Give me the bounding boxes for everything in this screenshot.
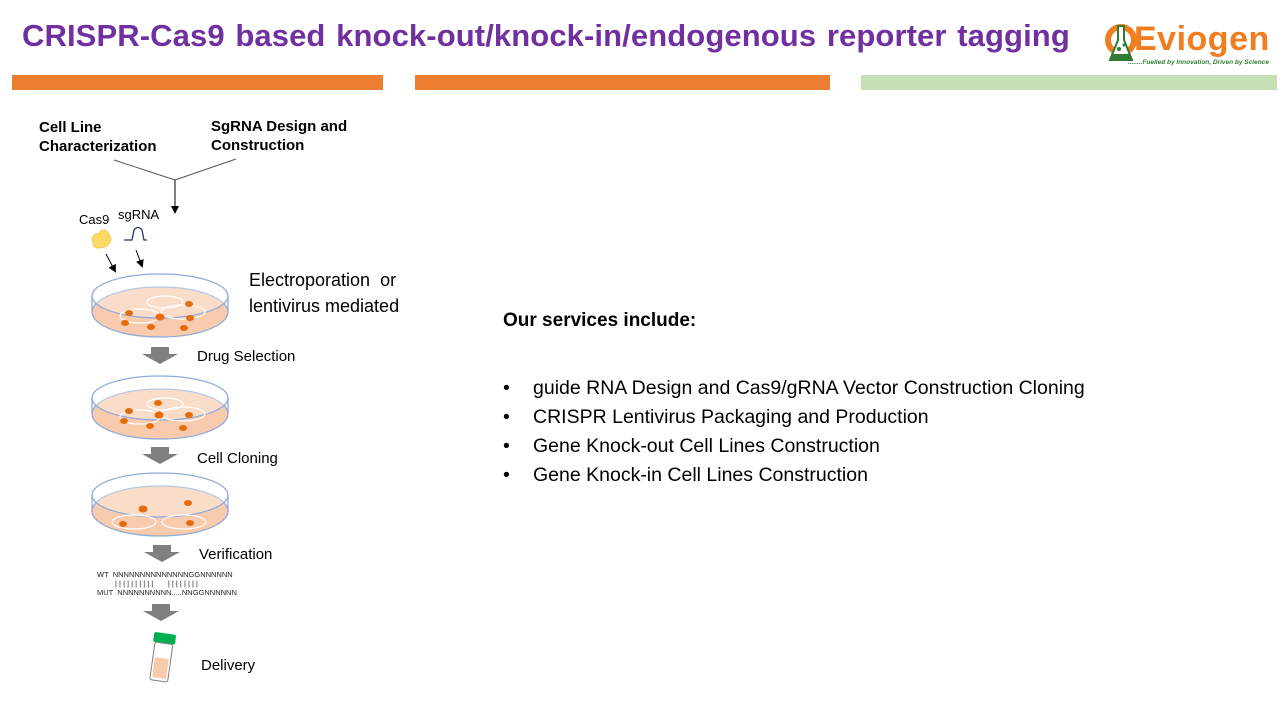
orange-divider-bar-middle <box>415 75 830 90</box>
services-section <box>503 310 1243 490</box>
step-delivery: Delivery <box>201 657 256 674</box>
green-divider-bar-right <box>861 75 1277 90</box>
input-sgrna-design-line-1: SgRNA Design and <box>211 118 348 135</box>
connector-line-right <box>175 159 236 180</box>
step-arrow-2 <box>142 447 178 464</box>
services-list <box>503 374 1243 490</box>
sgrna-hairpin-icon <box>124 228 147 241</box>
cas9-protein-icon <box>92 230 111 248</box>
input-sgrna-design-label <box>211 117 347 155</box>
bullet-icon: • <box>503 406 510 428</box>
step-arrow-3 <box>144 545 180 562</box>
sequence-alignment <box>97 570 237 597</box>
delivery-method-label <box>249 267 399 319</box>
step-arrow-1 <box>142 347 178 364</box>
bullet-icon: • <box>503 377 510 399</box>
bullet-icon: • <box>503 464 510 486</box>
sgrna-arrow <box>136 250 142 266</box>
cas9-arrow <box>106 254 115 271</box>
service-item <box>503 374 1243 403</box>
mut-sequence: NNNNNNNNNN.....NNGGNNNNNN <box>117 588 237 597</box>
input-cell-line-label <box>39 118 157 156</box>
input-cell-line-line-1: Cell Line <box>39 119 102 136</box>
service-item <box>503 461 1243 490</box>
sample-tube-icon <box>148 632 176 683</box>
input-sgrna-design-line-2: Construction <box>211 137 305 154</box>
service-item-text: CRISPR Lentivirus Packaging and Production <box>533 406 929 428</box>
petri-dish-cell-cloning <box>92 473 228 536</box>
mut-label: MUT <box>97 588 114 597</box>
cas9-label: Cas9 <box>79 212 110 227</box>
eviogen-logo <box>1104 18 1276 70</box>
logo-name: Eviogen <box>1134 20 1270 58</box>
logo-tagline: ........Fuelled by Innovation, Driven by Science <box>1128 59 1269 66</box>
sgrna-label: sgRNA <box>118 207 160 222</box>
services-heading: Our services include: <box>503 310 697 331</box>
step-cell-cloning: Cell Cloning <box>197 450 278 467</box>
step-arrow-4 <box>143 604 179 621</box>
match-lines: | | | | | | | | | | | | | | | | | | <box>115 579 198 588</box>
wt-label: WT <box>97 570 109 579</box>
delivery-method-line-2: lentivirus mediated <box>249 296 400 316</box>
step-verification: Verification <box>199 546 273 563</box>
service-item-text: guide RNA Design and Cas9/gRNA Vector Construction Cloning <box>533 377 1085 399</box>
service-item <box>503 432 1243 461</box>
service-item-text: Gene Knock-out Cell Lines Construction <box>533 435 880 457</box>
service-item <box>503 403 1243 432</box>
petri-dish-transfection <box>92 274 228 337</box>
connector-line-left <box>114 160 175 180</box>
petri-dish-drug-selection <box>92 376 228 439</box>
bullet-icon: • <box>503 435 510 457</box>
slide-title: CRISPR-Cas9 based knock-out/knock-in/endogenous reporter tagging <box>22 18 1070 53</box>
wt-sequence: NNNNNNNNNNNNNNGGNNNNNN <box>112 570 233 579</box>
service-item-text: Gene Knock-in Cell Lines Construction <box>533 464 868 486</box>
input-cell-line-line-2: Characterization <box>39 138 157 155</box>
step-drug-selection: Drug Selection <box>197 348 296 365</box>
delivery-method-line-1: Electroporation or <box>249 270 397 290</box>
